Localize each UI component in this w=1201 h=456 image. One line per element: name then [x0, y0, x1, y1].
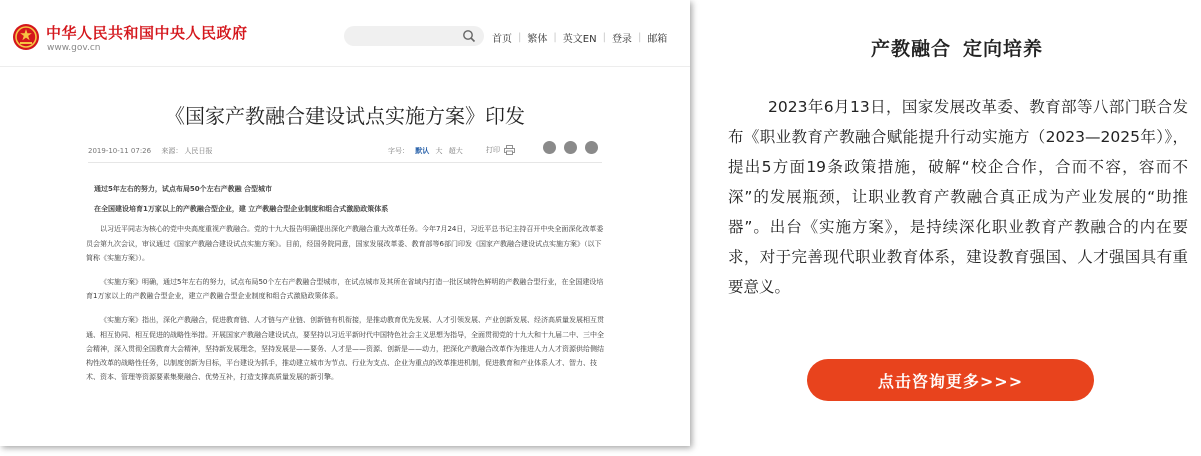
- print-button[interactable]: [486, 145, 515, 155]
- promo-title: [728, 34, 1186, 61]
- font-size-label: 字号：: [388, 147, 409, 155]
- nav-divider: |: [602, 32, 606, 43]
- nav-home[interactable]: 首页: [492, 34, 512, 45]
- nav-divider: |: [553, 32, 557, 43]
- article-paragraph: 以习近平同志为核心的党中央高度重视产教融合。党的十九大报告明确提出深化产教融合重大改革任务。今年7月24日，习近平总书记主持召开中央全面深化改革委员会第九次会议，审议通过《国家产教融合建设试点实施方案》。目前，经国务院同意，国家发展改革委、教育部等6部门印发《国家产教融合建设试点实施方案》（以下简称《实施方案》）。: [86, 225, 604, 262]
- article-lead: 通过5年左右的努力，试点布局50个左右产教融 合型城市: [94, 185, 273, 193]
- top-nav: [492, 30, 667, 45]
- article-title: 《国家产教融合建设试点实施方案》印发: [165, 104, 525, 128]
- nav-login[interactable]: 登录: [611, 34, 632, 45]
- print-label: 打印: [486, 146, 500, 154]
- nav-divider: |: [518, 32, 522, 43]
- font-size-switcher: [388, 146, 463, 156]
- font-size-xlarge[interactable]: 超大: [448, 147, 463, 155]
- weibo-icon[interactable]: [543, 141, 556, 154]
- site-title[interactable]: 中华人民共和国中央人民政府: [46, 24, 248, 42]
- article-body: [86, 182, 606, 394]
- nav-mail[interactable]: 邮箱: [647, 34, 668, 45]
- promo-title-part1: 产教融合: [870, 38, 951, 60]
- font-size-default[interactable]: 默认: [415, 147, 430, 155]
- divider: [88, 162, 602, 163]
- promo-title-part2: 定向培养: [963, 38, 1044, 60]
- print-icon: [504, 145, 515, 155]
- share-buttons: [543, 141, 606, 154]
- article-source: 来源： 人民日报: [161, 147, 213, 155]
- nav-english[interactable]: 英文EN: [562, 34, 597, 45]
- article-date: 2019-10-11 07:26: [88, 147, 152, 155]
- consult-more-button[interactable]: 点击咨询更多>>>: [807, 359, 1094, 401]
- promo-text: 2023年6月13日，国家发展改革委、教育部等八部门联合发布《职业教育产教融合赋能提升行动实施方（2023—2025年）》，提出5方面19条政策措施，破解“校企合作，合而不容，容而不深”的发展瓶颈，让职业教育产教融合真正成为产业发展的“助推器”。出台《实施方案》，是持续深化职业教育产教融合的内在要求，对于完善现代职业教育体系，建设教育强国、人才强国具有重要意义。: [728, 98, 1188, 296]
- article-meta: [88, 146, 213, 156]
- search-input[interactable]: [344, 26, 484, 46]
- site-header: [0, 0, 690, 67]
- wechat-icon[interactable]: [564, 141, 577, 154]
- article-lead: 在全国建设培育1万家以上的产教融合型企业，建 立产教融合型企业制度和组合式激励政策体系: [94, 205, 389, 214]
- qzone-icon[interactable]: [585, 141, 598, 154]
- national-emblem-icon: [12, 23, 40, 51]
- search-icon[interactable]: [462, 29, 476, 43]
- article-paragraph: 《实施方案》指出，深化产教融合，促进教育链、人才链与产业链、创新链有机衔接，是推动教育优先发展、人才引领发展、产业创新发展、经济高质量发展相互贯通、相互协同、相互促进的战略性举措。开展国家产教融合建设试点，要坚持以习近平新时代中国特色社会主义思想为指导，全面贯彻党的十九大和十九届二中、三中全会精神，深入贯彻全国教育大会精神，坚持新发展理念，坚持发展是——要务、人才是——资源、创新是——动力，把深化产教融合改革作为推进人力人才资源供给侧结构性改革的战略性任务，以制度创新为目标，平台建设为抓手，推动建立城市为节点、行业为支点、企业为重点的改革推进机制，促进教育和产业体系人才、智力、技术、资本、管理等资源要素集聚融合、优势互补，打造支撑高质量发展的新引擎。: [86, 316, 604, 382]
- nav-traditional[interactable]: 繁体: [527, 34, 548, 45]
- font-size-large[interactable]: 大: [435, 147, 443, 155]
- nav-divider: |: [637, 32, 642, 43]
- promo-description: [728, 92, 1188, 302]
- site-domain: www.gov.cn: [47, 43, 101, 53]
- article-paragraph: 《实施方案》明确，通过5年左右的努力，试点布局50个左右产教融合型城市，在试点城市及其所在省域内打造一批区域特色鲜明的产教融合型行业，在全国建设培育1万家以上的产教融合型企业，建立产教融合型企业制度和组合式激励政策体系。: [86, 278, 604, 301]
